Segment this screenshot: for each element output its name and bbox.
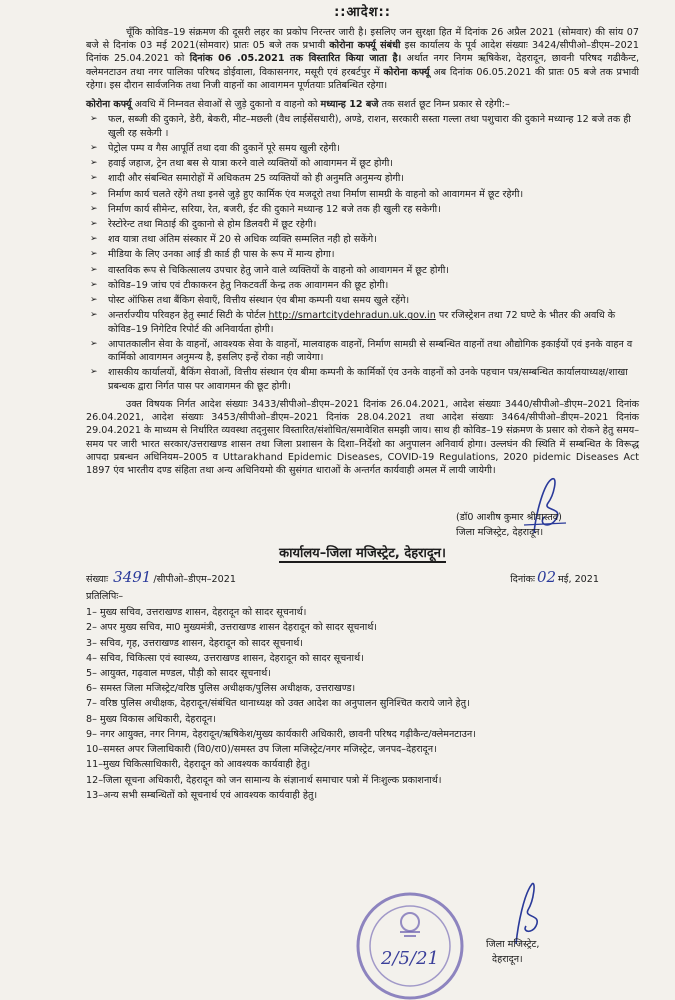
list-item: 10–समस्त अपर जिलाधिकारी (वि0/रा0)/समस्त उप जिला मजिस्ट्रेट/नगर मजिस्ट्रेट, जनपद–देहरादून। xyxy=(86,744,437,756)
list-item: ➢ हवाई जहाज, ट्रेन तथा बस से यात्रा करने वाले व्यक्तियों को आवागमन में छूट होगी। xyxy=(86,157,639,170)
copy-to-label: प्रतिलिपिः– xyxy=(86,590,124,602)
list-item: 13–अन्य सभी सम्बन्धितों को सूचनार्थ एवं आवश्यक कार्यवाही हेतु। xyxy=(86,789,318,801)
handwritten-ref-number: 3491 xyxy=(113,568,152,587)
references-paragraph: उक्त विषयक निर्गत आदेश संख्याः 3433/सीपीओ–डीएम–2021 दिनांक 26.04.2021, आदेश संख्याः 3440/सीपीओ–डीएम–2021 दिनांक 26.04.2021, आदेश संख्याः 3453/सीपीओ–डीएम–2021 दिनांक 28.04.2021 तथा आदेश संख्याः 3464/सीपीओ–डीएम–2021 दिनांक 29.04.2021 के माध्यम से निर्धारित व्यवस्था तद्नुसार विस्तारित/संशोधित/समावेशित समझी जाय। साथ ही कोविड–19 संक्रमण के प्रसार को रोकने हेतु समय–समय पर जारी भारत सरकार/उत्तराखण्ड शासन तथा जिला प्रशासन के दिशा–निर्देशो का अनुपालन अनिवार्य होगा। उल्लघंन की स्थिति में सम्बन्धित के विरूद्ध आपदा प्रबन्धन अधिनियम–2005 व Uttarakhand Epidemic Diseases, COVID-19 Regulations, 2020 pidemic Diseases Act 1897 एंव भारतीय दण्ड संहिता तथा अन्य अधिनियमो की सुसंगत धाराओं के अन्तर्गत कार्यवाही अमल में लायी जायेगी। xyxy=(86,398,639,476)
signatory-name: (डॉ0 आशीष कुमार श्रीवास्तव) xyxy=(456,512,562,524)
signatory-title: जिला मजिस्ट्रेट, देहरादून। xyxy=(456,527,544,539)
final-signatory-place: देहरादून। xyxy=(492,954,523,966)
reference-date: दिनांकः 02 मई, 2021 xyxy=(510,568,599,587)
list-item: ➢ निर्माण कार्य सीमेन्ट, सरिया, रेत, बजरी, ईट की दुकाने मध्यान्ह 12 बजे तक ही खुली रह सकेगी। xyxy=(86,203,639,216)
final-signatory xyxy=(486,937,539,968)
list-item: ➢ शादी और संबन्धित समारोहों में अधिकतम 25 व्यक्तियों को ही अनुमति अनुमन्य होगी। xyxy=(86,172,639,185)
final-signatory-title: जिला मजिस्ट्रेट, xyxy=(486,939,540,950)
list-item: 4– सचिव, चिकित्सा एवं स्वास्थ्य, उत्तराखण्ड शासन, देहरादून को सादर सूचनार्थ। xyxy=(86,652,364,664)
list-item: ➢ फल, सब्जी की दुकाने, डेरी, बेकरी, मीट–मछली (वैध लाईसेंसधारी), अण्डे, राशन, सरकारी सस्ता गल्ला तथा पशुचारा की दुकाने मध्यान्ह 12 बजे तक ही खुली रह सकेगी । xyxy=(86,113,639,139)
reference-number: संख्याः 3491 /सीपीओ–डीएम–2021 xyxy=(86,568,236,587)
order-title: ::आदेश:: xyxy=(334,5,391,20)
official-stamp xyxy=(352,888,468,1000)
list-item: 8– मुख्य विकास अधिकारी, देहरादून। xyxy=(86,713,216,725)
list-item: 5– आयुक्त, गढ़वाल मण्डल, पौड़ी को सादर सूचनार्थ। xyxy=(86,668,271,679)
list-item-portal: ➢ अन्तर्राज्यीय परिवहन हेतु स्मार्ट सिटी के पोर्टल http://smartcitydehradun.uk.gov.in पर रजिस्ट्रेशन तथा 72 घण्टे के भीतर की अवधि के कोविड–19 निगेटिव रिपोर्ट की अनिवार्यता होगी। xyxy=(86,309,639,335)
signatory xyxy=(456,511,562,541)
relaxation-list xyxy=(86,113,639,392)
curfew-bold-text: कोरोना कर्फ्यू संबंधी xyxy=(329,40,401,52)
list-item: ➢ आपातकालीन सेवा के वाहनों, आवश्यक सेवा के वाहनों, मालवाहक वाहनों, निर्माण सामग्री से सम्बन्धित वाहनों तथा औद्योगिक इकाईयों एवं इनके वाहन व कार्मिको आवागमन अनुमन्य है, इसलिए इन्हें रोका नही जायेगा। xyxy=(86,338,639,364)
list-item: 12–जिला सूचना अधिकारी, देहरादून को जन सामान्य के संज्ञानार्थ समाचार पत्रो में निःशुल्क प्रकाशनार्थ। xyxy=(86,774,442,786)
copy-to-list xyxy=(86,606,639,802)
list-item: 3– सचिव, गृह, उत्तराखण्ड शासन, देहरादून को सादर सूचनार्थ। xyxy=(86,637,303,649)
handwritten-date: 02 xyxy=(536,568,557,587)
list-item: ➢ शव यात्रा तथा अंतिम संस्कार में 20 से अधिक व्यक्ति सम्मलित नही हो सकेंगे। xyxy=(86,233,639,246)
list-item: 9– नगर आयुक्त, नगर निगम, देहरादून/ऋषिकेश/मुख्य कार्यकारी अधिकारी, छावनी परिषद गढ़ीकैन्ट/क्लेमनटाउन। xyxy=(86,728,476,740)
list-item: 11–मुख्य चिकित्साधिकारी, देहरादून को आवश्यक कार्यवाही हेतु। xyxy=(86,759,311,771)
signature-block xyxy=(86,483,639,543)
list-item: 6– समस्त जिला मजिस्ट्रेट/वरिष्ठ पुलिस अधीक्षक/पुलिस अधीक्षक, उत्तराखण्ड। xyxy=(86,683,356,695)
list-item: 1– मुख्य सचिव, उत्तराखण्ड शासन, देहरादून को सादर सूचनार्थ। xyxy=(86,607,307,619)
list-item: 2– अपर मुख्य सचिव, मा0 मुख्यमंत्री, उत्तराखण्ड शासन देहरादून को सादर सूचनार्थ। xyxy=(86,622,377,634)
list-item: ➢ कोविड–19 जांच एवं टीकाकरन हेतु निकटवर्ती केन्द्र तक आवागमन की छूट होगी। xyxy=(86,279,639,292)
list-item: ➢ निर्माण कार्य चलते रहेंगे तथा इनसे जुड़े हुए कार्मिक एंव मजदूरो तथा निर्माण सामग्री के वाहनो को आवागमन में छूट रहेगी। xyxy=(86,188,639,201)
smartcity-portal-link[interactable]: http://smartcitydehradun.uk.gov.in xyxy=(268,310,436,322)
relaxation-intro: कोरोना कर्फ्यू अवधि में निम्नवत सेवाओं से जुड़े दुकानो व वाहनो को मध्यान्ह 12 बजे तक सशर्त छूट निम्न प्रकार से रहेगी:– xyxy=(86,99,510,111)
intro-paragraph: चूँकि कोविड–19 संक्रमण की दूसरी लहर का प्रकोप निरन्तर जारी है। इसलिए जन सुरक्षा हित में दिनांक 26 अप्रैल 2021 (सोमवार) की सांय 07 बजे से दिनांक 03 मई 2021(सोमवार) प्रातः 05 बजे तक प्रभावी कोरोना कर्फ्यू संबंधी इस कार्यालय के पूर्व आदेश संख्याः 3424/सीपीओ–डीएम–2021 दिनांक 25.04.2021 को दिनांक 06 .05.2021 तक विस्तारित किया जाता है। अर्थात नगर निगम ऋषिकेश, देहरादून, छावनी परिषद गढीकैन्ट, क्लेमनटाउन तथा नगर पालिका परिषद डोईवाला, विकासनगर, मसूरी एवं हरबर्टपुर में कोरोना कर्फ्यू अब दिनांक 06.05.2021 की प्रातः 05 बजे तक प्रभावी रहेगा। इस दौरान सार्वजनिक तथा निजी वाहनों का आवागमन पूर्णतयाः प्रतिबन्धित रहेगा। xyxy=(86,26,640,91)
list-item: ➢ मीडिया के लिए उनका आई डी कार्ड ही पास के रूप में मान्य होगा। xyxy=(86,248,639,261)
list-item: ➢ पोस्ट ऑफिस तथा बैंकिग सेवाएँ, वित्तीय संस्थान एंव बीमा कम्पनी यथा समय खुले रहेंगे। xyxy=(86,294,639,307)
stamp-date: 2/5/21 xyxy=(381,948,439,969)
list-item: ➢ रेस्टोरेन्ट तथा मिठाई की दुकानो से होम डिलवरी में छूट रहेगी। xyxy=(86,218,639,231)
reference-line xyxy=(86,567,639,588)
list-item: ➢ शासकीय कार्यालयों, बैकिंग सेवाओं, वित्तीय संस्थान एंव बीमा कम्पनी के कार्मिकों एंव उनके वाहनों को उनके पहचान पत्र/सम्बन्धित कार्यालयाध्यक्ष/शाखा प्रबन्धक द्वारा निर्गत पास पर आवागमन की छूट होगी। xyxy=(86,366,639,392)
list-item: ➢ पेट्रोल पम्प व गैस आपूर्ति तथा दवा की दुकानें पूरे समय खुली रहेगी। xyxy=(86,142,639,155)
list-item: 7– वरिष्ठ पुलिस अधीक्षक, देहरादून/संबंधित थानाध्यक्ष को उक्त आदेश का अनुपालन सुनिश्चित कराये जाने हेतु। xyxy=(86,698,470,710)
list-item: ➢ वास्तविक रूप से चिकित्सालय उपचार हेतु जाने वाले व्यक्तियों के वाहनो को आवागमन में छूट होगी। xyxy=(86,264,639,277)
extension-bold-text: दिनांक 06 .05.2021 तक विस्तारित किया जाता है। xyxy=(189,53,402,65)
office-heading: कार्यालय–जिला मजिस्ट्रेट, देहरादून। xyxy=(279,546,446,562)
